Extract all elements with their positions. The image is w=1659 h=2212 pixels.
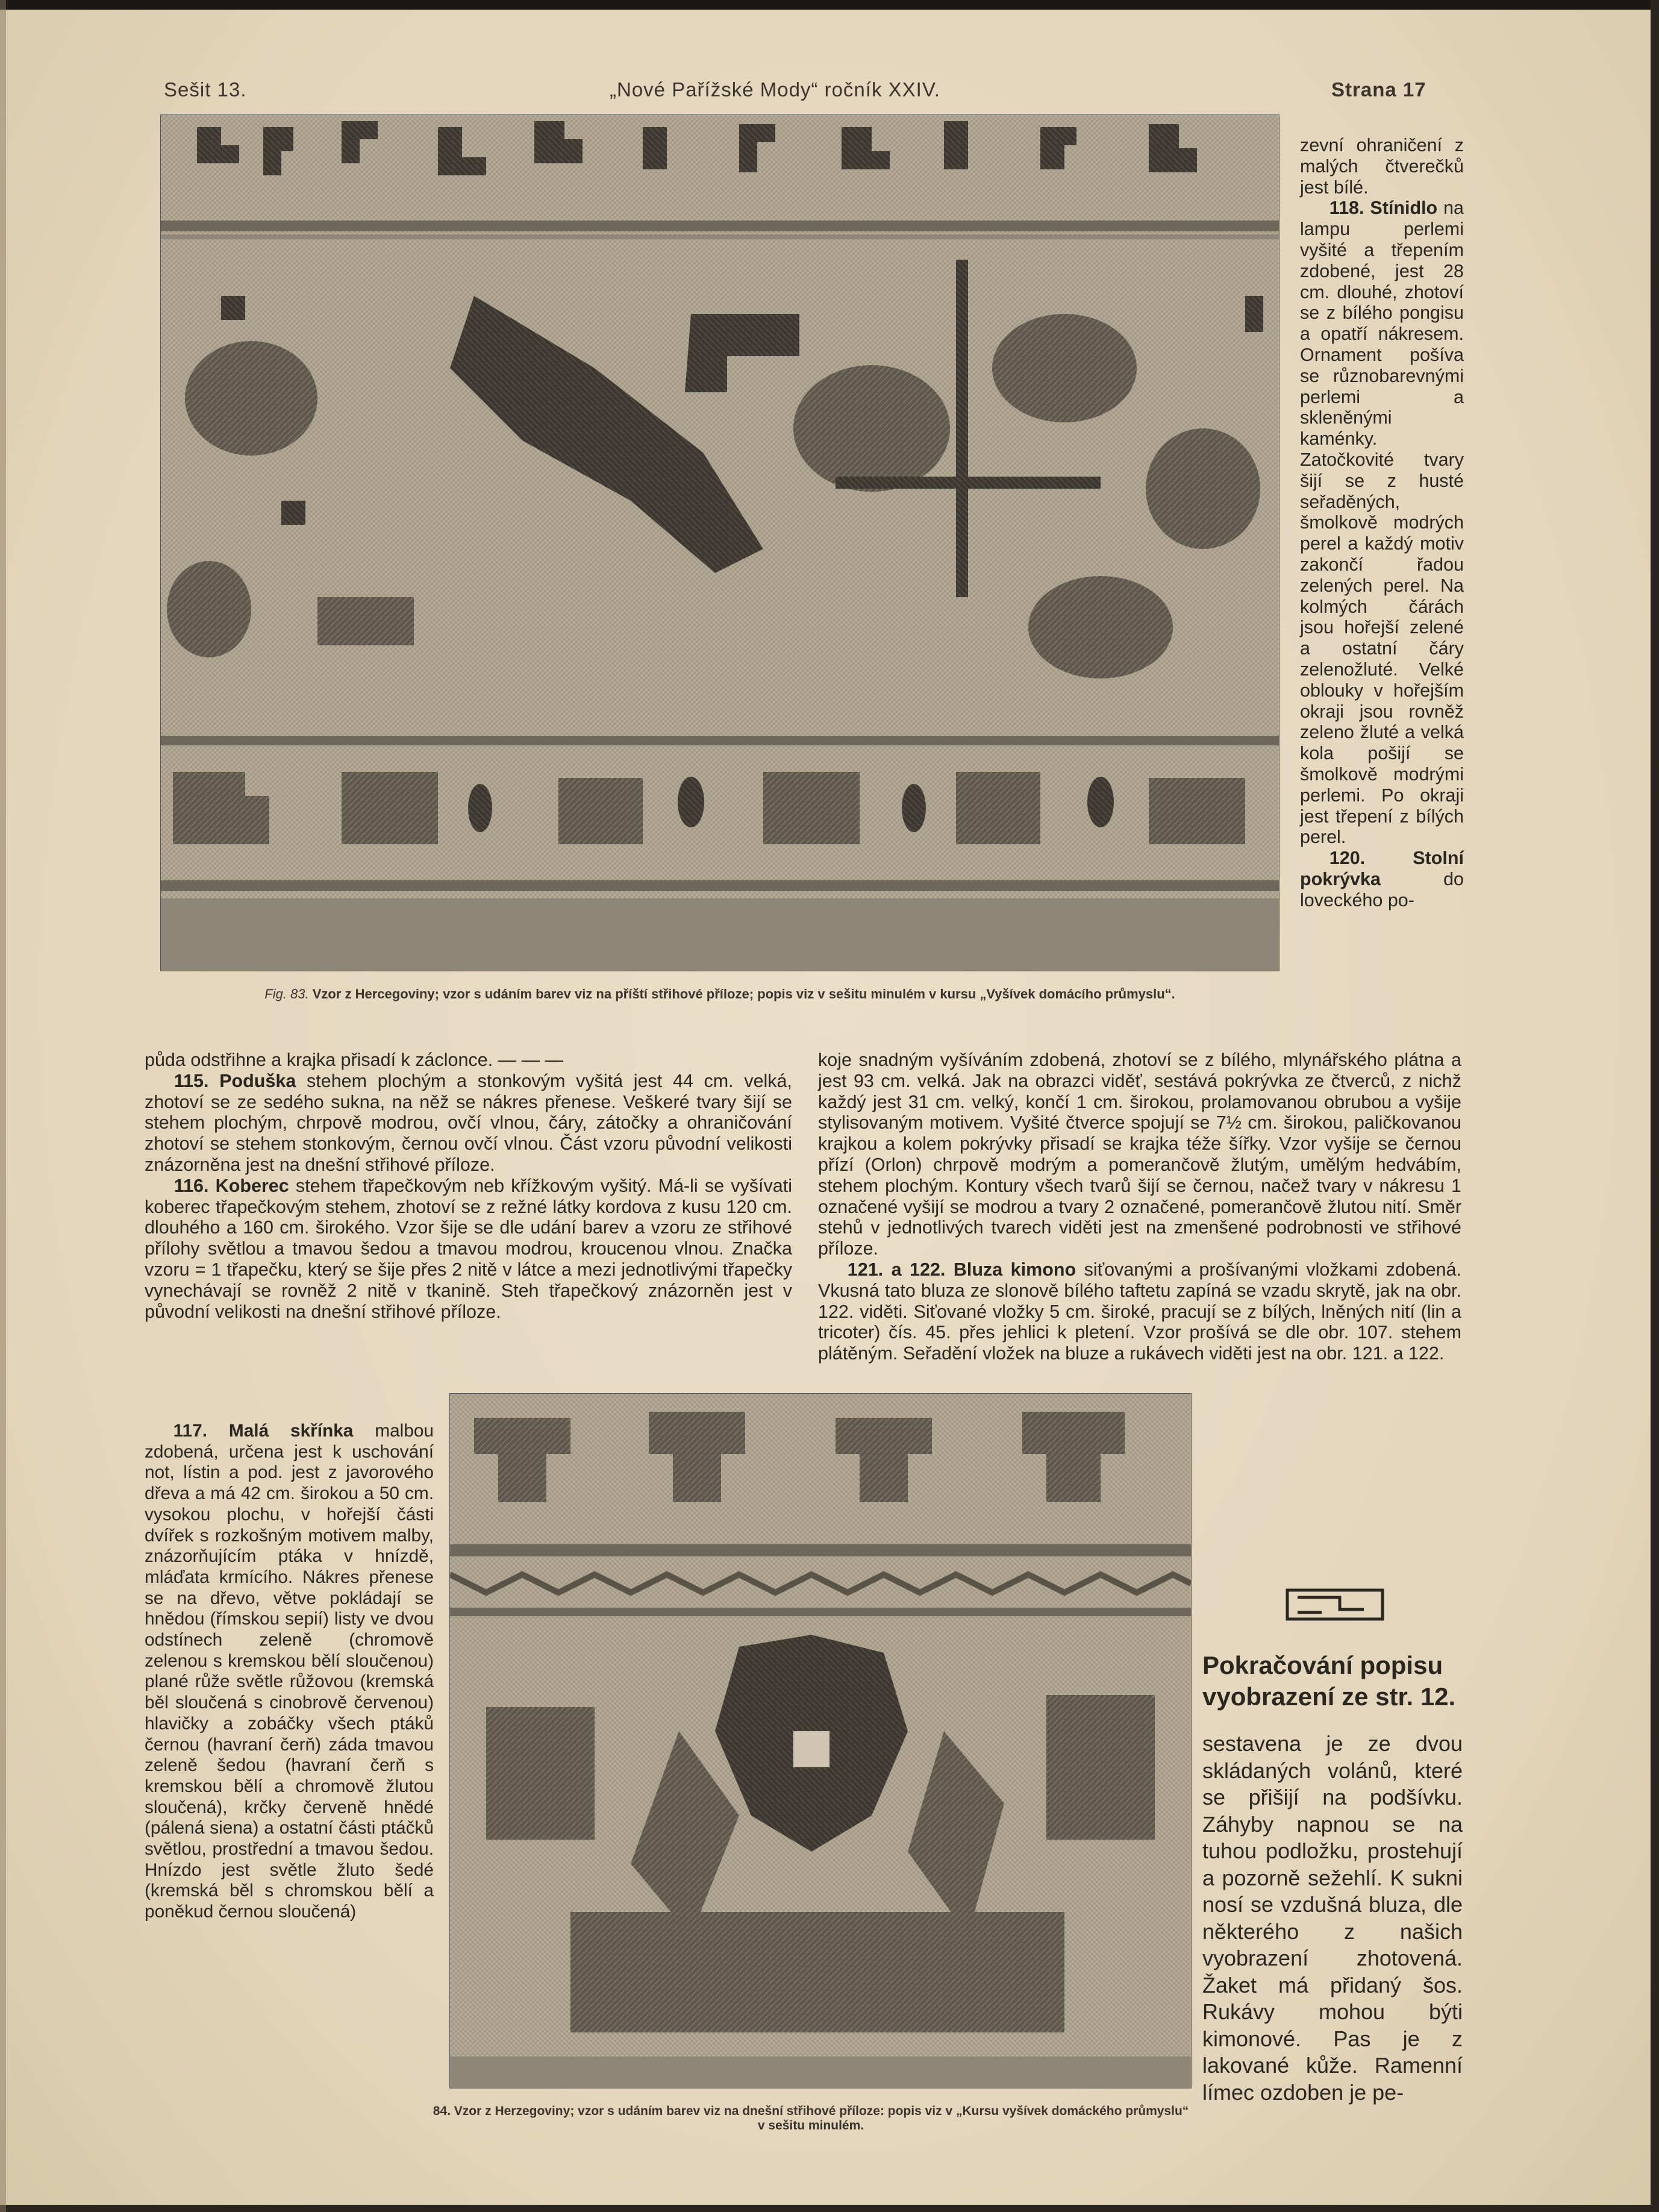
figure-83-embroidery xyxy=(160,114,1279,971)
continuation-text xyxy=(1202,1731,1463,2106)
article-116-text: stehem třapečkovým neb křížkovým vyšitý. Má-li se vyšívati koberec třapečkovým stehem, zhotoví se z režné látky kordova z kusu 120 cm. dlouhého a 160 cm. širokého. Vzor šije se dle udání barev a vzoru ze střihové přílohy světlou a tmavou šedou a tmavou modrou, kroucenou vlnou. Značka vzoru = 1 třapečku, který se šije přes 2 nitě v látce a mezi jednotlivými třapečky vynechávají se rovněž 2 nitě v tkanině. Steh třapečkový znázorněn jest v původní velikosti na dnešní střihové příloze. xyxy=(145,1175,792,1322)
figure-83-caption-lead: Fig. 83. xyxy=(264,986,309,1001)
header-magazine: „Nové Pařížské Mody“ ročník XXIV. xyxy=(610,78,940,101)
article-116 xyxy=(145,1176,792,1323)
left-column-top xyxy=(145,1050,792,1322)
article-117-title: Malá skřínka xyxy=(228,1421,354,1441)
article-121-number: 121. a 122. xyxy=(847,1259,946,1280)
ornament-icon xyxy=(1286,1588,1384,1621)
article-118-number: 118. xyxy=(1329,198,1364,219)
continuation-heading: Pokračování popisu vyobrazení ze str. 12. xyxy=(1202,1651,1456,1711)
article-117-number: 117. xyxy=(173,1421,208,1441)
article-120 xyxy=(1300,848,1464,910)
article-121 xyxy=(818,1259,1461,1364)
figure-83-caption-text: Vzor z Hercegoviny; vzor s udáním barev viz na příští střihové příloze; popis viz v sešitu minulém v kursu „Vyšívek domácího průmyslu“. xyxy=(312,986,1175,1001)
header-page-number: Strana 17 xyxy=(1331,78,1426,101)
figure-84-caption-text: Vzor z Herzegoviny; vzor s udáním barev viz na dnešní střihové příloze: popis viz v „Kursu vyšívek domáckého průmyslu“ v sešitu minulém. xyxy=(454,2104,1189,2132)
scan-edge-top xyxy=(0,0,1659,10)
figure-84-caption-lead: 84. xyxy=(433,2104,451,2118)
embroidery-pattern-84 xyxy=(450,1394,1191,2088)
text-right-p1: zevní ohraničení z malých čtverečků jest bílé. xyxy=(1300,135,1464,198)
middle-column xyxy=(818,1050,1461,1364)
article-115-title: Poduška xyxy=(219,1070,296,1091)
article-120-number: 120. xyxy=(1329,848,1366,869)
article-120-text: do loveckého po- xyxy=(1300,868,1464,910)
article-121-text: siťovanými a prošívanými vložkami zdobená. Vkusná tato bluza ze slonově bílého taftetu zapíná se vzadu skrytě, jak na obr. 122. viděti. Siťované vložky 5 cm. široké, pracují se z bílých, lněných nití (lin a tricoter) čís. 45. přes jehlici k pletení. Vzor prošívá se dle obr. 107. stehem plátěným. Seřadění vložek na bluze a rukávech viděti jest na obr. 121. a 122. xyxy=(818,1259,1461,1364)
text-left-p0: půda odstřihne a krajka přisadí k záclonce. — — — xyxy=(145,1050,564,1070)
right-column-top xyxy=(1300,135,1464,910)
scan-edge-bottom xyxy=(0,2205,1659,2212)
figure-84-caption xyxy=(429,2104,1193,2133)
article-118 xyxy=(1300,198,1464,848)
figure-84-embroidery xyxy=(449,1393,1192,2088)
embroidery-pattern-83 xyxy=(161,115,1279,971)
article-116-title: Koberec xyxy=(215,1175,289,1196)
article-121-title: Bluza kimono xyxy=(953,1259,1076,1280)
scan-edge-left xyxy=(0,0,6,2212)
scan-edge-right xyxy=(1651,0,1659,2212)
continuation-paragraph: sestavena je ze dvou skládaných volánů, které se přišijí na podšívku. Záhyby napnou se na tuhou podložku, prostehují a pozorně sežehlí. K sukni nosí se vzdušná bluza, dle některého z našich vyobrazení zhotovená. Žaket má přidaný šos. Rukávy mohou býti kimonové. Pas je z lakované kůže. Ramenní límec ozdoben je pe- xyxy=(1202,1731,1463,2105)
left-column-narrow xyxy=(145,1421,434,1923)
decorative-ornament xyxy=(1286,1588,1384,1621)
article-115 xyxy=(145,1071,792,1176)
figure-83-caption xyxy=(163,986,1277,1002)
article-115-number: 115. xyxy=(173,1070,209,1091)
text-middle-p1: koje snadným vyšíváním zdobená, zhotoví se z bílého, mlynářského plátna a jest 93 cm. velká. Jak na obrazci viděť, sestává pokrývka ze čtverců, z nichž každý jest 31 cm. velký, končí 1 cm. širokou, prolamovanou obrubou a vyšije stylisovaným motivem. Vyšité čtverce spojují se 7½ cm. širokou, paličkovanou krajkou a kolem pokrývky přisadí se krajka téže šířky. Vzor vyšije se černou přízí (Orlon) chrpově modrým a pomerančově žlutým, umělým hedvábím, stehem plochým. Kontury všech tvarů šijí se černou, načež tvary v nákresu 1 označené vyšijí se modrou a tvary 2 označené, pomerančově žlutou nití. Směr stehů v jednotlivých tvarech viděti jest na zmenšené podrobnosti ve střihové příloze. xyxy=(818,1050,1461,1259)
article-115-text: stehem plochým a stonkovým vyšitá jest 44 cm. velká, zhotoví se ze sedého sukna, na něž se nákres přenese. Veškeré tvary šijí se stehem plochým, chrpově modrou, ovčí vlnou, čáry, zátočky a ohraničování zhotoví se stehem stonkovým, černou ovčí vlnou. Část vzoru původní velikosti znázorněna jest na dnešní střihové příloze. xyxy=(145,1070,792,1175)
article-117-text: malbou zdobená, určena jest k uschování not, lístin a pod. jest z javorového dřeva a má 42 cm. širokou a 50 cm. vysokou plochu, v hořejší části dvířek s rozkošným motivem malby, znázorňujícím ptáka v hnízdě, mláďata krmícího. Nákres přenese se na dřevo, větve pokládají se hnědou (římskou sepií) listy ve dvou odstínech zeleně (chromově zelenou s kremskou bělí sloučenou) plané růže světle růžovou (kremská běl sloučená s cinobrově červenou) hlavičky a zobáčky všech ptáků černou (havraní čerň) záda tmavou zeleně šedou (havraní čerň s kremskou bělí a chromově žlutou sloučená), krčky červeně hnědé (pálená siena) a ostatní části ptáčků světlou, prostřední a tmavou šedou. Hnízdo jest světle žluto šedé (kremská běl s chromskou bělí a poněkud černou sloučená) xyxy=(145,1421,434,1922)
header-issue: Sešit 13. xyxy=(164,78,247,101)
article-116-number: 116. xyxy=(173,1175,209,1196)
article-120-title: Stolní pokrývka xyxy=(1300,848,1464,889)
article-118-text: na lampu perlemi vyšité a třepením zdobené, jest 28 cm. dlouhé, zhotoví se z bílého pongisu a opatří nákresem. Ornament pošíva se různobarevnými perlemi a skleněnými kaménky. Zatočkovité tvary šijí se z husté seřaděných, šmolkově modrých perel a každý motiv zakončí řadou zelených perel. Na kolmých čárách jsou hořejší zelené a ostatní čáry zelenožluté. Velké oblouky v hořejším okraji jsou rovněž zeleno žluté a velká kola pošijí se šmolkově modrými perlemi. Po okraji jest třepení z bílých perel. xyxy=(1300,198,1464,848)
article-117 xyxy=(145,1421,434,1923)
article-118-title: Stínidlo xyxy=(1370,198,1438,219)
